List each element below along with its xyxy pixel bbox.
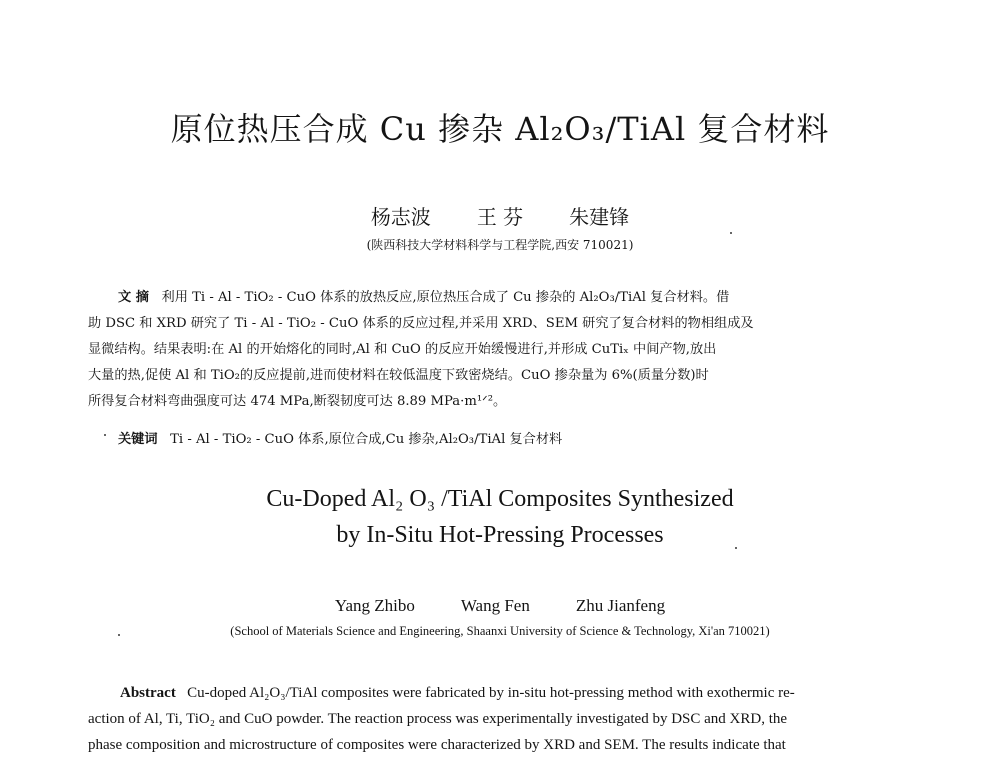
chinese-authors xyxy=(0,201,1000,230)
author-3-cn: 朱建锋 xyxy=(569,205,630,229)
english-abstract-text: Cu-doped Al₂O₃/TiAl composites were fabricated by in-situ hot-pressing method with exothermic re- xyxy=(187,685,795,701)
author-2-cn: 王 芬 xyxy=(476,205,524,229)
english-abstract-line xyxy=(120,680,940,706)
chinese-affiliation: (陕西科技大学材料科学与工程学院,西安 710021) xyxy=(366,238,634,252)
author-2-en: Wang Fen xyxy=(460,596,530,615)
scan-speck xyxy=(735,547,737,549)
chinese-keywords-text: Ti - Al - TiO₂ - CuO 体系,原位合成,Cu 掺杂,Al₂O₃/TiAl 复合材料 xyxy=(170,432,563,447)
chinese-title: 原位热压合成 Cu 掺杂 Al₂O₃/TiAl 复合材料 xyxy=(170,110,830,148)
english-abstract-line: action of Al, Ti, TiO₂ and CuO powder. The reaction process was experimentally investigated by DSC and XRD, the xyxy=(88,711,788,727)
english-abstract-label: Abstract xyxy=(120,685,176,701)
scan-speck xyxy=(118,634,120,636)
chinese-abstract-line: 所得复合材料弯曲强度可达 474 MPa,断裂韧度可达 8.89 MPa·m¹ᐟ²。 xyxy=(88,394,507,409)
chinese-abstract-line: 大量的热,促使 Al 和 TiO₂的反应提前,进而使材料在较低温度下致密烧结。CuO 掺杂量为 6%(质量分数)时 xyxy=(88,368,709,383)
author-1-cn: 杨志波 xyxy=(370,205,431,229)
english-title-line-2: by In-Situ Hot-Pressing Processes xyxy=(336,522,664,548)
chinese-keywords-label: 关键词 xyxy=(118,432,158,447)
chinese-abstract-line: 助 DSC 和 XRD 研究了 Ti - Al - TiO₂ - CuO 体系的反应过程,并采用 XRD、SEM 研究了复合材料的物相组成及 xyxy=(88,316,754,331)
scan-speck xyxy=(104,434,106,436)
author-3-en: Zhu Jianfeng xyxy=(575,596,666,615)
english-authors xyxy=(0,596,1000,616)
chinese-abstract-label: 文 摘 xyxy=(118,290,149,305)
author-1-en: Yang Zhibo xyxy=(334,596,415,615)
chinese-abstract-text: 利用 Ti - Al - TiO₂ - CuO 体系的放热反应,原位热压合成了 Cu 掺杂的 Al₂O₃/TiAl 复合材料。借 xyxy=(161,290,730,305)
chinese-abstract-line: 显微结构。结果表明:在 Al 的开始熔化的同时,Al 和 CuO 的反应开始缓慢进行,并形成 CuTiₓ 中间产物,放出 xyxy=(88,342,717,357)
english-abstract-line: phase composition and microstructure of composites were characterized by XRD and SEM. The results indicate that xyxy=(88,737,786,753)
chinese-keywords xyxy=(118,427,970,453)
english-affiliation: (School of Materials Science and Engineering, Shaanxi University of Science & Technology, Xi'an 710021) xyxy=(230,624,770,638)
english-title-line-1: Cu-Doped Al₂ O₃ /TiAl Composites Synthesized xyxy=(266,486,734,512)
scan-speck xyxy=(730,232,732,234)
chinese-abstract-line xyxy=(118,285,940,311)
